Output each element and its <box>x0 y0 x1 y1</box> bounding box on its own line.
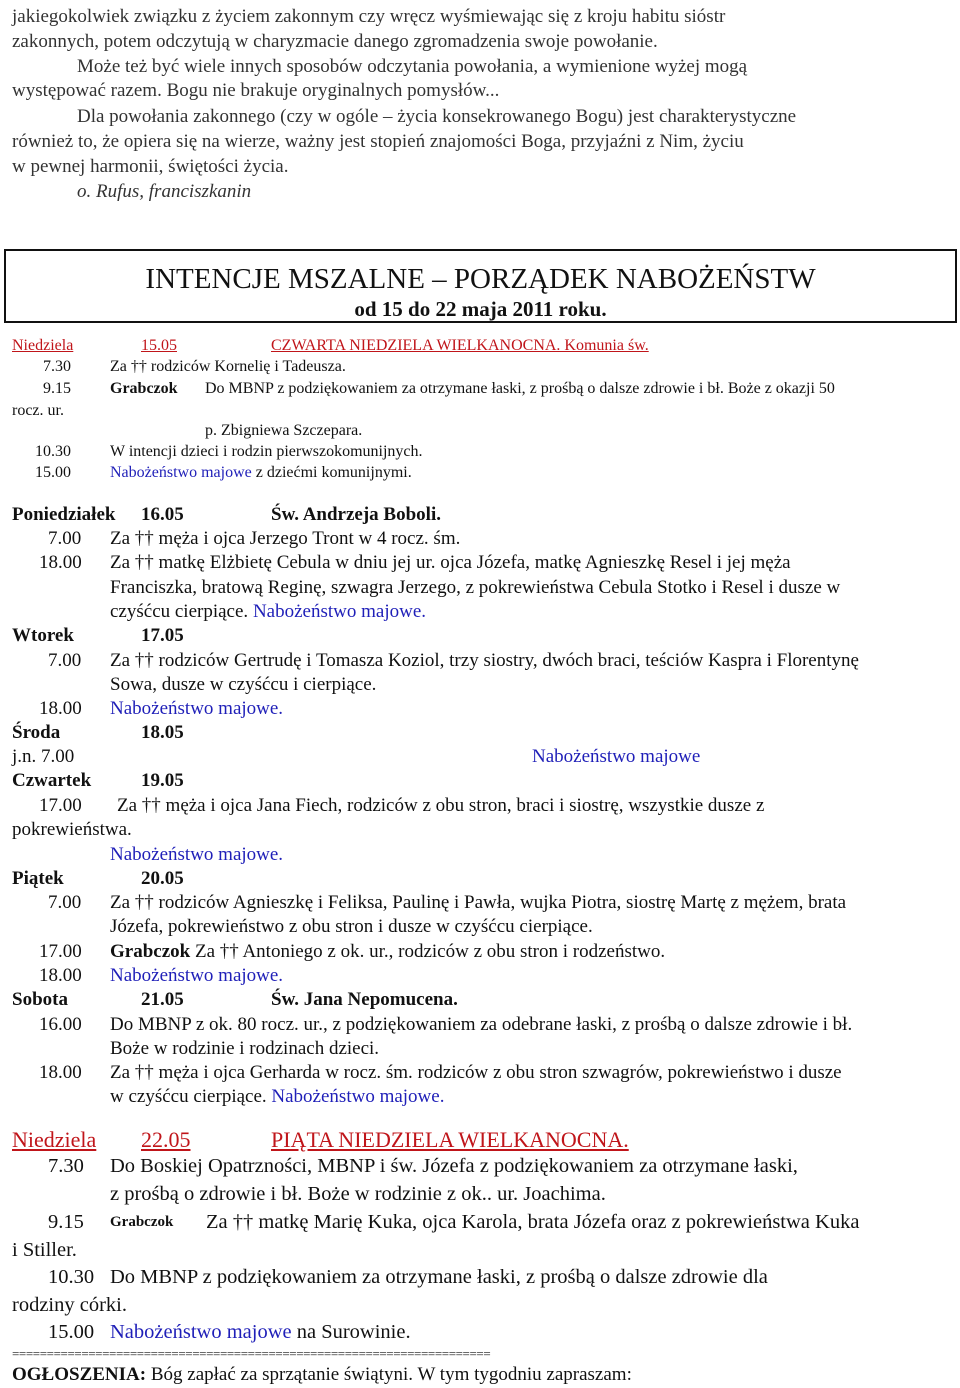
day-date-saturday: 21.05 <box>141 989 184 1010</box>
day-date-wednesday: 18.05 <box>141 722 184 743</box>
mass-intention: Nabożeństwo majowe z dziećmi komunijnymi. <box>110 464 412 481</box>
day-date-friday: 20.05 <box>141 868 184 889</box>
mass-intention-cont: rocz. ur. <box>12 402 64 419</box>
day-label-friday: Piątek <box>12 868 64 889</box>
mass-intention: Do MBNP z podziękowaniem za otrzymane łaski, z prośbą o dalsze zdrowie dla <box>110 1266 768 1288</box>
intro-line-4: występować razem. Bogu nie brakuje oryginalnych pomysłów... <box>12 80 500 101</box>
announcements-text: Bóg zapłać za sprzątanie świątyni. W tym tygodniu zapraszam: <box>146 1364 632 1385</box>
devotion-label: Nabożeństwo majowe. <box>110 698 284 719</box>
mass-intention-cont: z prośbą o zdrowie i bł. Boże w rodzinie z ok.. ur. Joachima. <box>110 1183 606 1205</box>
mass-celebrant: Grabczok <box>110 380 178 397</box>
mass-intention-cont: czyśćcu cierpiące. Nabożeństwo majowe. <box>110 601 426 622</box>
devotion-label: Nabożeństwo majowe <box>110 1321 292 1343</box>
mass-time: 7.30 <box>43 358 71 375</box>
mass-intention: Nabożeństwo majowe na Surowinie. <box>110 1321 411 1343</box>
devotion-label: Nabożeństwo majowe <box>110 464 252 481</box>
day-date-sunday-1: 15.05 <box>141 337 177 354</box>
day-label-wednesday: Środa <box>12 722 61 743</box>
day-feast-monday: Św. Andrzeja Boboli. <box>271 504 441 525</box>
intro-line-7: w pewnej harmonii, świętości życia. <box>12 156 289 177</box>
mass-intention: Za †† męża i ojca Jerzego Tront w 4 rocz. śm. <box>110 528 461 549</box>
announcements-label: OGŁOSZENIA: <box>12 1364 147 1385</box>
mass-time: 9.15 <box>43 380 71 397</box>
mass-intention-cont: rodziny córki. <box>12 1294 127 1316</box>
mass-intention-cont: Boże w rodzinie i rodzinach dzieci. <box>110 1038 380 1059</box>
day-label-sunday-1: Niedziela <box>12 337 74 354</box>
day-date-thursday: 19.05 <box>141 770 184 791</box>
mass-time: 17.00 <box>39 795 82 816</box>
mass-intention-cont: Sowa, dusze w czyśćcu i cierpiące. <box>110 674 377 695</box>
mass-intention: Za †† rodziców Gertrudę i Tomasza Koziol, trzy siostry, dwóch braci, teściów Kaspra i Florentynę <box>110 650 859 671</box>
mass-intention-cont: Józefa, pokrewieństwo z obu stron i dusze w czyśćcu cierpiące. <box>110 916 593 937</box>
intro-line-1: jakiegokolwiek związku z życiem zakonnym czy wręcz wyśmiewając się z kroju habitu sióstr <box>12 6 726 27</box>
mass-time: 18.00 <box>39 965 82 986</box>
day-date-monday: 16.05 <box>141 504 184 525</box>
mass-time: 9.15 <box>48 1211 84 1233</box>
mass-intention-cont: pokrewieństwa. <box>12 819 132 840</box>
mass-intention: Do MBNP z podziękowaniem za otrzymane łaski, z prośbą o dalsze zdrowie i bł. Boże z okazji 50 <box>205 380 835 397</box>
mass-time: 16.00 <box>39 1014 82 1035</box>
day-date-sunday-2: 22.05 <box>141 1127 191 1152</box>
devotion-label: Nabożeństwo majowe. <box>252 601 426 622</box>
day-feast-sunday-1: CZWARTA NIEDZIELA WIELKANOCNA. Komunia św. <box>271 337 649 354</box>
day-label-sunday-2: Niedziela <box>12 1127 97 1152</box>
mass-intention-cont: i Stiller. <box>12 1239 77 1261</box>
announcements <box>12 1364 632 1386</box>
mass-intention: Za †† męża i ojca Gerharda w rocz. śm. rodziców z obu stron szwagrów, pokrewieństwo i dusze <box>110 1062 842 1083</box>
separator-line: ===================================================================== <box>12 1346 491 1361</box>
mass-intention-cont: Franciszka, bratową Reginę, szwagra Jerzego, z pokrewieństwa Cebula Stotko i Resel i dusze w <box>110 577 841 598</box>
page-title: INTENCJE MSZALNE – PORZĄDEK NABOŻEŃSTW <box>145 263 816 295</box>
mass-time: 7.00 <box>48 892 82 913</box>
mass-time: 17.00 <box>39 941 82 962</box>
mass-intention: Za †† matkę Marię Kuka, ojca Karola, brata Józefa oraz z pokrewieństwa Kuka <box>206 1211 860 1233</box>
mass-intention: Za †† matkę Elżbietę Cebula w dniu jej ur. ojca Józefa, matkę Agnieszkę Resel i jej męża <box>110 552 791 573</box>
mass-intention: Grabczok Za †† Antoniego z ok. ur., rodziców z obu stron i rodzeństwo. <box>110 941 666 962</box>
mass-intention: Za †† męża i ojca Jana Fiech, rodziców z obu stron, braci i siostrę, wszystkie dusze z <box>117 795 765 816</box>
mass-time: 10.30 <box>48 1266 95 1288</box>
mass-intention: Za †† rodziców Agnieszkę i Feliksa, Paulinę i Pawła, wujka Piotra, siostrę Martę z mężem, brata <box>110 892 847 913</box>
mass-celebrant: Grabczok <box>110 1214 174 1230</box>
day-label-thursday: Czwartek <box>12 770 92 791</box>
mass-time: 18.00 <box>39 552 82 573</box>
mass-celebrant: Grabczok <box>110 941 191 962</box>
mass-intention-cont: w czyśćcu cierpiące. Nabożeństwo majowe. <box>110 1086 445 1107</box>
day-label-tuesday: Wtorek <box>12 625 74 646</box>
mass-time: 15.00 <box>48 1321 95 1343</box>
devotion-label: Nabożeństwo majowe. <box>110 965 284 986</box>
mass-time: 7.00 <box>48 650 82 671</box>
mass-intention: Za †† rodziców Kornelię i Tadeusza. <box>110 358 346 375</box>
mass-intention: W intencji dzieci i rodzin pierwszokomunijnych. <box>110 443 423 460</box>
devotion-label: Nabożeństwo majowe <box>532 746 701 767</box>
devotion-label: Nabożeństwo majowe. <box>271 1086 445 1107</box>
intro-line-6: również to, że opiera się na wierze, ważny jest stopień znajomości Boga, przyjaźni z Nim, życiu <box>12 131 744 152</box>
mass-time: 7.30 <box>48 1155 84 1177</box>
mass-time: 18.00 <box>39 1062 82 1083</box>
mass-intention: Do Boskiej Opatrzności, MBNP i św. Józefa z podziękowaniem za otrzymane łaski, <box>110 1155 798 1177</box>
day-feast-sunday-2: PIĄTA NIEDZIELA WIELKANOCNA. <box>271 1127 629 1152</box>
page-subtitle: od 15 do 22 maja 2011 roku. <box>354 297 607 321</box>
mass-time: 10.30 <box>35 443 71 460</box>
header-box <box>4 249 957 323</box>
mass-time: 15.00 <box>35 464 71 481</box>
day-label-monday: Poniedziałek <box>12 504 116 525</box>
day-label-saturday: Sobota <box>12 989 68 1010</box>
intro-line-2: zakonnych, potem odczytują w charyzmacie danego zgromadzenia swoje powołanie. <box>12 31 658 52</box>
mass-time: 7.00 <box>48 528 82 549</box>
mass-time: 18.00 <box>39 698 82 719</box>
intro-signature: o. Rufus, franciszkanin <box>77 181 252 202</box>
intro-line-5: Dla powołania zakonnego (czy w ogóle – życia konsekrowanego Bogu) jest charakterystyczne <box>77 106 797 127</box>
mass-intention: Do MBNP z ok. 80 rocz. ur., z podziękowaniem za odebrane łaski, z prośbą o dalsze zdrowie i bł. <box>110 1014 853 1035</box>
devotion-label: Nabożeństwo majowe. <box>110 844 284 865</box>
intro-line-3: Może też być wiele innych sposobów odczytania powołania, a wymienione wyżej mogą <box>77 56 748 77</box>
mass-time: j.n. 7.00 <box>12 746 75 767</box>
mass-intention-cont: p. Zbigniewa Szczepara. <box>205 422 363 439</box>
day-feast-saturday: Św. Jana Nepomucena. <box>271 989 458 1010</box>
day-date-tuesday: 17.05 <box>141 625 184 646</box>
